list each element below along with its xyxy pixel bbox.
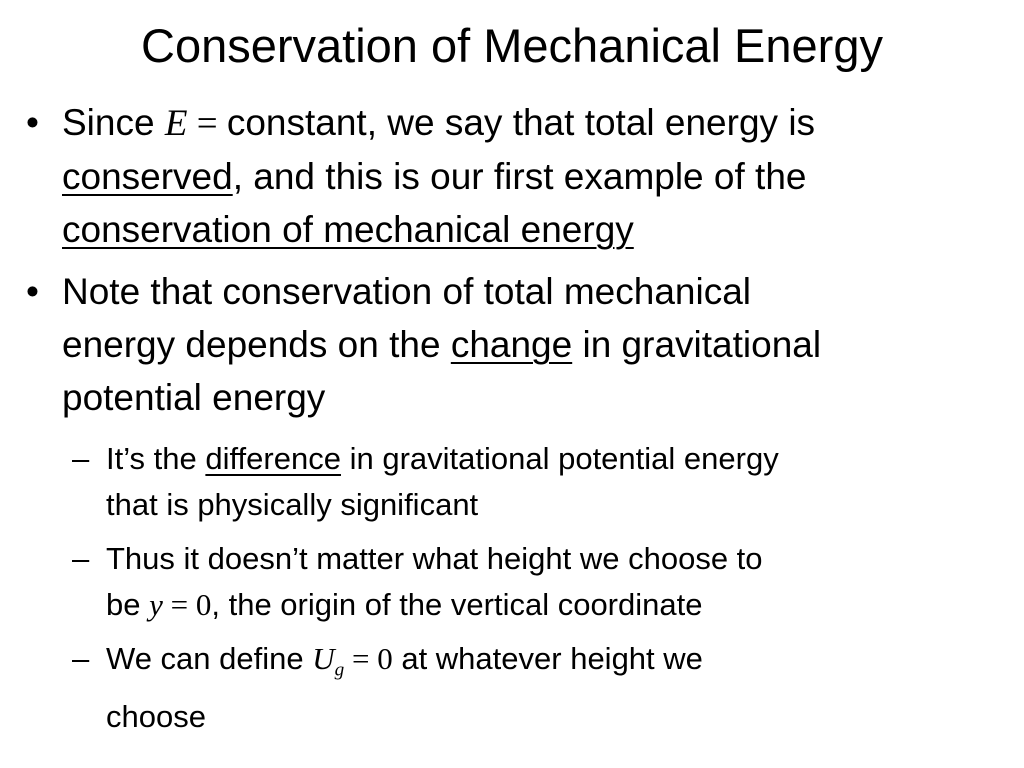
bullet-line bbox=[62, 96, 1014, 150]
bullet-marker: • bbox=[26, 271, 39, 312]
math-expression bbox=[312, 641, 393, 681]
sub-bullet-marker: – bbox=[72, 641, 90, 676]
math-operator: = 0 bbox=[344, 641, 393, 676]
math-operator: = 0 bbox=[162, 587, 212, 622]
sub-bullet-marker: – bbox=[72, 541, 90, 576]
math-expression bbox=[149, 587, 211, 622]
text-span: , the origin of the vertical coordinate bbox=[211, 587, 703, 622]
math-operator: = bbox=[187, 103, 227, 144]
bullet-line: that is physically significant bbox=[106, 487, 479, 522]
text-span: in gravitational potential energy bbox=[340, 441, 779, 476]
math-expression bbox=[165, 103, 227, 144]
text-span: We can define bbox=[106, 641, 313, 676]
bullet-line bbox=[62, 318, 1014, 371]
underlined-term: difference bbox=[205, 441, 341, 476]
bullet-line: choose bbox=[106, 698, 206, 734]
text-span: constant, we say that total energy is bbox=[226, 102, 816, 143]
text-span: Since bbox=[62, 102, 165, 143]
bullet-line bbox=[62, 150, 1014, 203]
text-span: It’s the bbox=[106, 441, 206, 476]
math-variable: U bbox=[312, 641, 335, 676]
underlined-term: conserved bbox=[62, 156, 233, 197]
sub-bullet-marker: – bbox=[72, 441, 90, 476]
math-variable: y bbox=[149, 587, 163, 622]
text-span: be bbox=[106, 587, 150, 622]
text-span: in gravitational bbox=[572, 324, 822, 365]
sub-bullet-item bbox=[0, 536, 1024, 628]
bullet-line bbox=[106, 636, 1014, 694]
bullet-line bbox=[106, 582, 1014, 628]
math-variable: E bbox=[164, 103, 188, 144]
slide-title: Conservation of Mechanical Energy bbox=[141, 19, 883, 72]
sub-bullet-item bbox=[0, 636, 1024, 740]
text-span: , and this is our first example of the bbox=[232, 156, 807, 197]
bullet-line: Thus it doesn’t matter what height we choose to bbox=[106, 541, 763, 576]
text-span: at whatever height we bbox=[392, 641, 703, 676]
text-span: energy depends on the bbox=[62, 324, 451, 365]
bullet-marker: • bbox=[26, 102, 39, 143]
bullet-line bbox=[106, 436, 1014, 482]
bullet-line: potential energy bbox=[62, 377, 326, 418]
underlined-term: change bbox=[450, 324, 573, 365]
sub-bullet-item bbox=[0, 436, 1024, 528]
underlined-term: conservation of mechanical energy bbox=[62, 209, 634, 250]
bullet-line bbox=[62, 203, 1014, 256]
bullet-item bbox=[0, 96, 1024, 256]
bullet-line: Note that conservation of total mechanical bbox=[62, 271, 751, 312]
bullet-list bbox=[0, 96, 1024, 740]
math-subscript: g bbox=[334, 659, 345, 681]
bullet-item bbox=[0, 265, 1024, 424]
